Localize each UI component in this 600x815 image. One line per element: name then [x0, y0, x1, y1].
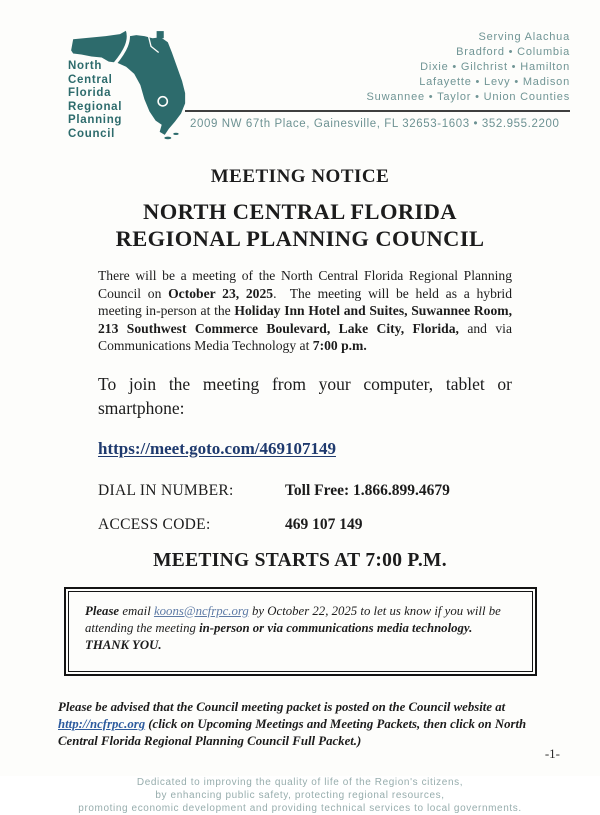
- note-attendance-modes: in-person or via communications media technology.: [199, 620, 473, 635]
- access-code-row: [98, 516, 512, 534]
- body-text: There will be a meeting of the North Central Florida Regional Planning Council on: [98, 268, 512, 301]
- access-code-label: ACCESS CODE:: [98, 515, 211, 533]
- council-website-link[interactable]: http://ncfrpc.org: [58, 716, 146, 731]
- serving-line: Serving Alachua: [478, 31, 570, 43]
- advisory-text: (click on Upcoming Meetings and Meeting Packets, then click on North Central Florida Regional Planning Council Full Packet.): [58, 716, 527, 748]
- note-text: [472, 621, 475, 635]
- header-divider: [185, 110, 570, 112]
- rsvp-email-link[interactable]: koons@ncfrpc.org: [153, 603, 249, 618]
- dial-in-number: Toll Free: 1.866.899.4679: [285, 481, 450, 499]
- serving-line: Dixie • Gilchrist • Hamilton: [420, 61, 570, 73]
- logo-line: North: [68, 60, 103, 72]
- packet-advisory-paragraph: [58, 699, 544, 750]
- logo-line: Planning: [68, 114, 123, 126]
- access-code-value: 469 107 149: [285, 515, 363, 533]
- body-text: and via Communications Media Technology at: [98, 320, 512, 353]
- council-address: 2009 NW 67th Place, Gainesville, FL 32653-1603 • 352.955.2200: [190, 118, 560, 130]
- body-text: . The meeting will be held as a hybrid meeting in-person at the: [98, 285, 512, 318]
- rsvp-note-box: [64, 587, 537, 676]
- meeting-notice-title: MEETING NOTICE: [210, 166, 390, 187]
- footer-line: by enhancing public safety, protecting regional resources,: [155, 789, 445, 801]
- serving-line: Bradford • Columbia: [456, 46, 570, 58]
- note-text: email: [119, 603, 154, 618]
- meeting-time: 7:00 p.m.: [312, 338, 367, 353]
- letterhead: [0, 0, 600, 150]
- join-instructions: To join the meeting from your computer, tablet or smartphone:: [98, 373, 512, 418]
- council-name-heading: [0, 198, 600, 252]
- logo-line: Regional: [68, 100, 123, 113]
- logo-line: Council: [68, 127, 116, 140]
- council-name-line2: REGIONAL PLANNING COUNCIL: [115, 226, 485, 251]
- footer-line: Dedicated to improving the quality of life of the Region's citizens,: [136, 776, 464, 788]
- note-text: by October 22, 2025 to let us know if you will be attending the meeting: [85, 603, 501, 635]
- serving-line: Lafayette • Levy • Madison: [419, 76, 570, 88]
- page-number: -1-: [544, 746, 560, 761]
- dial-info: [98, 482, 512, 534]
- council-logo: [52, 26, 190, 140]
- logo-org-name: [68, 60, 122, 141]
- meeting-start-time-heading: MEETING STARTS AT 7:00 P.M.: [153, 549, 447, 571]
- advisory-text: Please be advised that the Council meeting packet is posted on the Council website at: [58, 699, 506, 714]
- meeting-date: October 23, 2025: [168, 285, 274, 301]
- serving-counties-list: [367, 30, 570, 105]
- council-name-line1: NORTH CENTRAL FLORIDA: [143, 199, 457, 224]
- dial-in-label: DIAL IN NUMBER:: [98, 481, 234, 499]
- meeting-details-paragraph: [98, 267, 512, 355]
- dial-in-row: [98, 482, 512, 500]
- logo-line: Central: [68, 73, 113, 86]
- goto-meeting-link[interactable]: https://meet.goto.com/469107149: [98, 438, 336, 458]
- serving-line: Suwannee • Taylor • Union Counties: [366, 91, 570, 103]
- rsvp-note-text: [68, 591, 533, 672]
- footer-line: promoting economic development and providing technical services to local governments.: [78, 802, 522, 814]
- note-please: Please: [85, 603, 120, 618]
- mission-statement-footer: [0, 776, 600, 815]
- logo-line: Florida: [68, 87, 112, 99]
- meeting-location: Holiday Inn Hotel and Suites, Suwannee Room, 213 Southwest Commerce Boulevard, Lake City, Florida,: [98, 303, 512, 336]
- note-thank-you: THANK YOU.: [85, 637, 162, 652]
